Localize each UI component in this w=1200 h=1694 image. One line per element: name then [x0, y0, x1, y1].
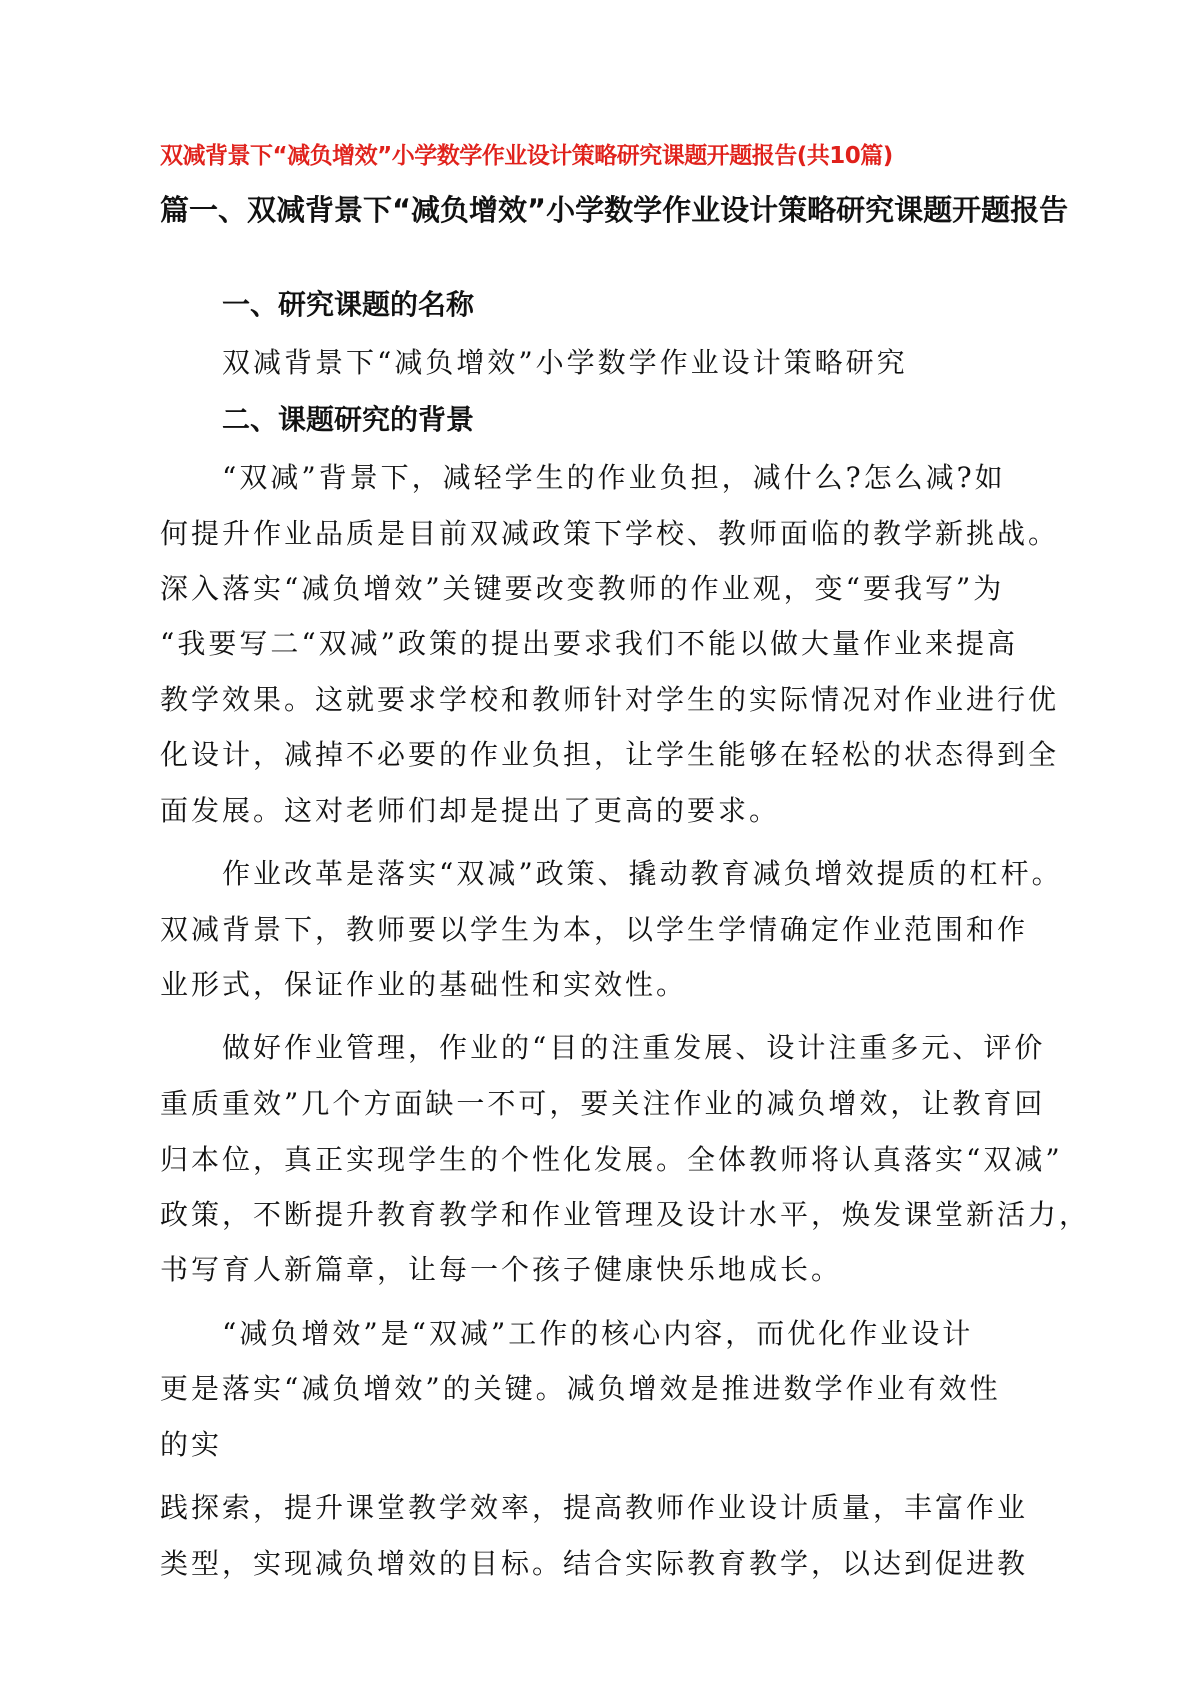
section-body-1: 双减背景下“减负增效”小学数学作业设计策略研究	[222, 346, 908, 379]
paragraph-line: “减负增效”是“双减”工作的核心内容，而优化作业设计	[222, 1317, 974, 1350]
paragraph-line: 重质重效”几个方面缺一不可，要关注作业的减负增效，让教育回	[160, 1087, 1046, 1120]
section-heading-2: 二、课题研究的背景	[222, 403, 475, 436]
paragraph-line: 深入落实“减负增效”关键要改变教师的作业观，变“要我写”为	[160, 572, 1005, 605]
paragraph-line: “双减”背景下，减轻学生的作业负担，减什么?怎么减?如	[222, 461, 1006, 494]
paragraph-line: 践探索，提升课堂教学效率，提高教师作业设计质量，丰富作业	[160, 1491, 1029, 1524]
paragraph-line: 面发展。这对老师们却是提出了更高的要求。	[160, 794, 781, 827]
paragraph-line: 的实	[160, 1428, 223, 1461]
paragraph-line: 化设计，减掉不必要的作业负担，让学生能够在轻松的状态得到全	[160, 738, 1060, 771]
paragraph-line: 业形式，保证作业的基础性和实效性。	[160, 968, 688, 1001]
section-heading-1: 一、研究课题的名称	[222, 288, 475, 321]
paragraph-line: 何提升作业品质是目前双减政策下学校、教师面临的教学新挑战。	[160, 517, 1060, 550]
paragraph-line: 作业改革是落实“双减”政策、撬动教育减负增效提质的杠杆。	[222, 857, 1063, 890]
paragraph-line: 书写育人新篇章，让每一个孩子健康快乐地成长。	[160, 1253, 843, 1286]
paragraph-line: 教学效果。这就要求学校和教师针对学生的实际情况对作业进行优	[160, 683, 1060, 716]
chapter-title: 篇一、双减背景下“减负增效”小学数学作业设计策略研究课题开题报告	[160, 193, 1069, 227]
document-title: 双减背景下“减负增效”小学数学作业设计策略研究课题开题报告(共10篇)	[160, 143, 893, 169]
paragraph-line: 类型，实现减负增效的目标。结合实际教育教学，以达到促进教	[160, 1547, 1029, 1580]
paragraph-line: 政策，不断提升教育教学和作业管理及设计水平，焕发课堂新活力，	[160, 1198, 1091, 1231]
paragraph-line: 更是落实“减负增效”的关键。减负增效是推进数学作业有效性	[160, 1372, 1001, 1405]
paragraph-line: “我要写二“双减”政策的提出要求我们不能以做大量作业来提高	[160, 627, 1018, 660]
paragraph-line: 做好作业管理，作业的“目的注重发展、设计注重多元、评价	[222, 1031, 1046, 1064]
paragraph-line: 双减背景下，教师要以学生为本，以学生学情确定作业范围和作	[160, 913, 1029, 946]
paragraph-line: 归本位，真正实现学生的个性化发展。全体教师将认真落实“双减”	[160, 1143, 1063, 1176]
